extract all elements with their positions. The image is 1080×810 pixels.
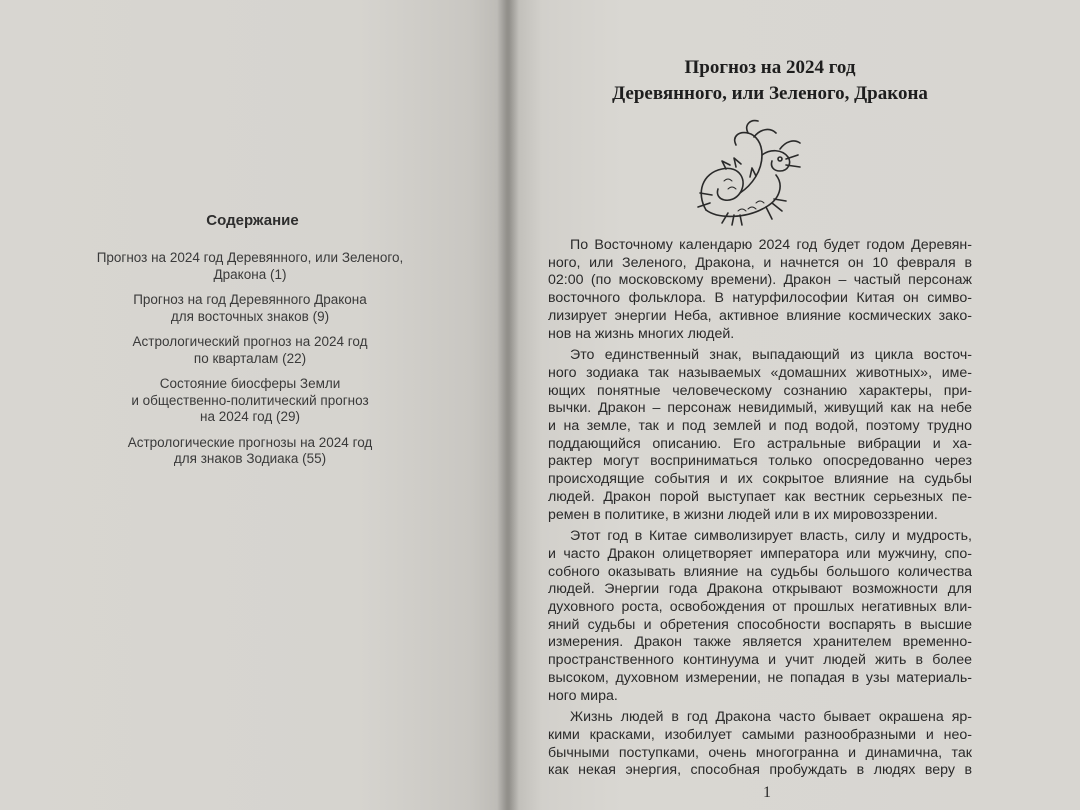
- text-line: и на земле, так и под землей и под водой, поэтому трудно: [548, 418, 972, 435]
- book-gutter: [497, 0, 519, 810]
- text-line: Этот год в Китае символизирует власть, силу и мудрость,: [570, 528, 972, 545]
- body-text: [548, 237, 972, 780]
- toc-entry: [85, 435, 415, 468]
- toc-line: на 2024 год (29): [200, 409, 300, 424]
- paragraph: [548, 528, 972, 705]
- text-line: высоком, духовном измерении, не попадая в узы материаль-: [548, 669, 972, 686]
- toc-line: Астрологический прогноз на 2024 год: [132, 334, 368, 349]
- toc-line: Прогноз на 2024 год Деревянного, или Зеленого,: [96, 250, 404, 265]
- heading-line: Прогноз на 2024 год: [684, 57, 856, 78]
- toc-line: для восточных знаков (9): [170, 308, 330, 324]
- text-line: людей. Дракон порой выступает как вестник серьезных пе-: [548, 488, 972, 505]
- toc-line: для знаков Зодиака (55): [173, 451, 327, 466]
- toc-line: Дракона (1): [213, 266, 287, 282]
- text-line: измерения. Дракон также является хранителем временно-: [548, 634, 972, 651]
- chapter-heading: [560, 55, 980, 107]
- text-line: По Восточному календарю 2024 год будет годом Деревян-: [570, 237, 972, 253]
- toc-line: Астрологические прогнозы на 2024 год: [127, 434, 373, 450]
- text-line: ного зодиака так называемых «домашних животных», име-: [548, 364, 972, 381]
- paragraph: [548, 347, 972, 524]
- toc-line: Прогноз на год Деревянного Дракона: [133, 292, 367, 307]
- text-line: ного мира.: [548, 687, 618, 704]
- text-line: рактер могут восприниматься только опосредованно через: [548, 453, 972, 470]
- paragraph: [548, 709, 972, 780]
- text-line: духовного роста, освобождения от прошлых негативных вли-: [548, 599, 972, 616]
- text-line: ремен в политике, в жизни людей или в их мировоззрении.: [548, 506, 938, 523]
- text-line: яний судьбы и обретения способности воспарять в высшие: [548, 616, 972, 633]
- text-line: восточного фольклора. В натурфилософии Китая он симво-: [548, 290, 972, 307]
- toc-title: Содержание: [206, 212, 299, 229]
- heading-line: Деревянного, или Зеленого, Дракона: [612, 83, 928, 104]
- text-line: собного оказывать влияние на судьбы большого количества: [548, 563, 972, 580]
- toc-entry: [85, 376, 415, 426]
- text-line: пространственного континуума и учит людей жить в более: [548, 652, 972, 669]
- table-of-contents: [85, 250, 415, 477]
- toc-entry: [85, 250, 415, 283]
- text-line: ющих понятные человеческому сознанию характеры, при-: [548, 382, 972, 399]
- text-line: вычки. Дракон – персонаж невидимый, живущий как на небе: [548, 400, 972, 417]
- text-line: и часто Дракон олицетворяет императора или мужчину, спо-: [548, 545, 972, 562]
- toc-line: по кварталам (22): [193, 350, 307, 366]
- text-line: бычными поступками, очень многогранна и динамична, так: [548, 744, 972, 761]
- text-line: Жизнь людей в год Дракона часто бывает окрашена яр-: [570, 709, 972, 726]
- text-line: кими красками, изобилует самыми разнообразными и нео-: [548, 726, 972, 743]
- page-number: 1: [763, 784, 771, 801]
- text-line: лизирует энергии Неба, активное влияние космических зако-: [548, 307, 972, 324]
- paragraph: [548, 237, 972, 343]
- toc-entry: [85, 334, 415, 367]
- text-line: ного, или Зеленого, Дракона, и начнется он 10 февраля в: [548, 254, 972, 271]
- text-line: людей. Энергии года Дракона открывают возможности для: [548, 581, 972, 598]
- text-line: Это единственный знак, выпадающий из цикла восточ-: [570, 347, 972, 364]
- toc-line: Состояние биосферы Земли: [159, 376, 341, 391]
- text-line: происходящие события и их сокрытое влияние на судьбы: [548, 471, 972, 488]
- text-line: поддающийся описанию. Его астральные вибрации и ха-: [548, 435, 972, 452]
- text-line: 02:00 (по московскому времени). Дракон – частый персонаж: [548, 272, 972, 289]
- text-line: как некая энергия, способная пробуждать в людях веру в: [548, 762, 972, 779]
- dragon-icon: [688, 115, 808, 227]
- text-line: нов на жизнь многих людей.: [548, 325, 735, 342]
- toc-line: и общественно-политический прогноз: [131, 392, 369, 408]
- toc-entry: [85, 292, 415, 325]
